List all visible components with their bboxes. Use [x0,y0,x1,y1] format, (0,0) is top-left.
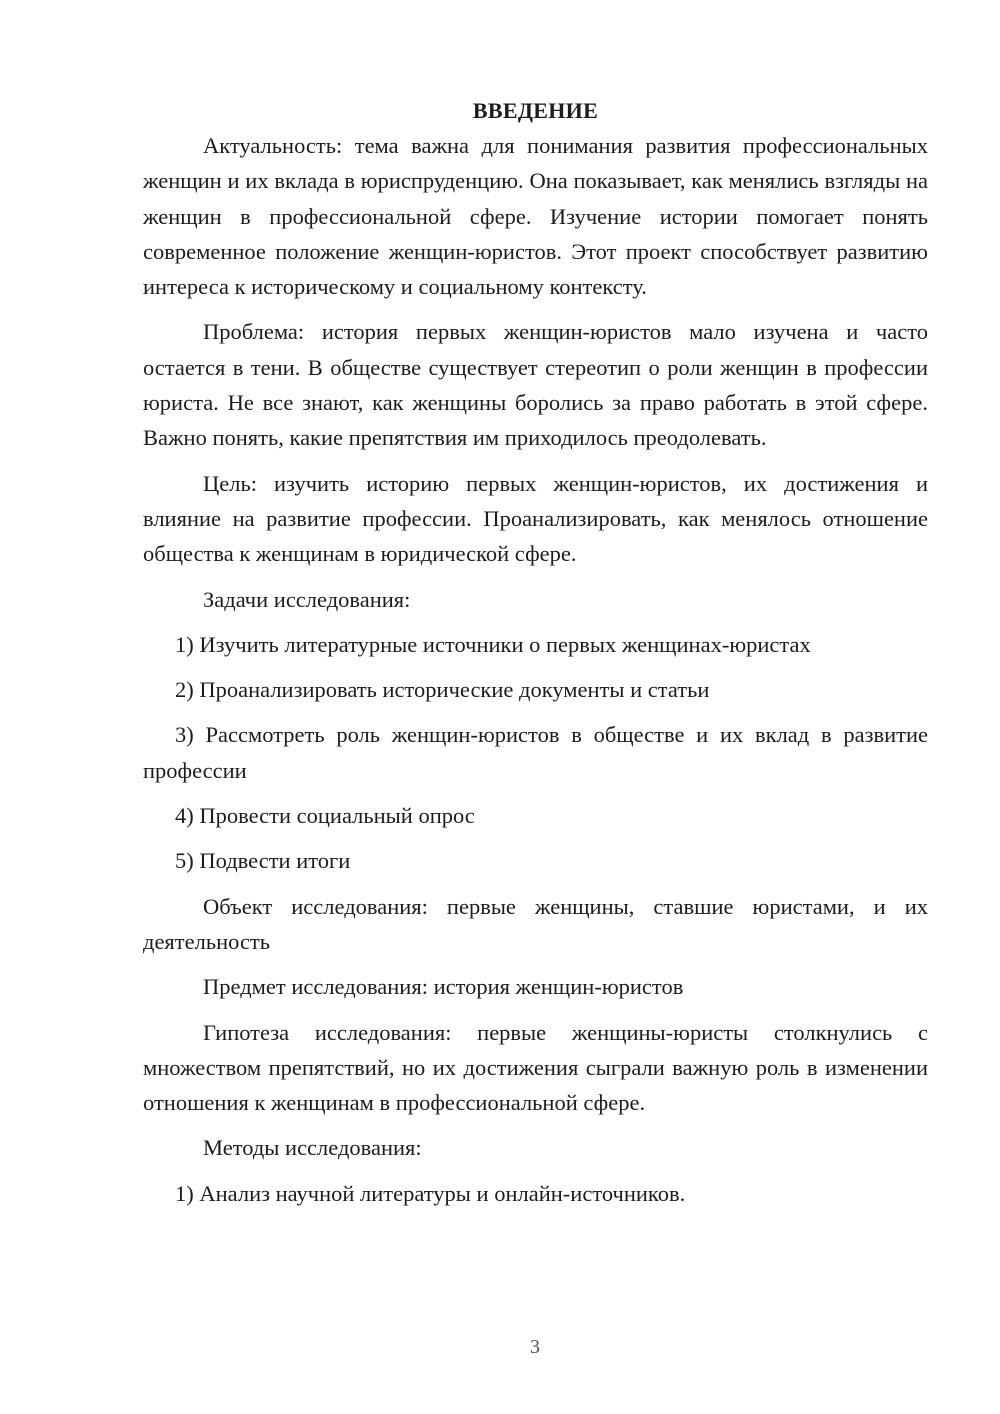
methods-heading: Методы исследования: [203,1135,422,1161]
list-item: 5) Подвести итоги [175,848,351,874]
object-paragraph: Объект исследования: первые женщины, ставшие юристами, и их деятельность [143,893,928,954]
document-page [143,94,928,1211]
list-item: 4) Провести социальный опрос [175,803,475,829]
tasks-list [143,627,928,879]
relevance-paragraph: Актуальность: тема важна для понимания развития профессиональных женщин и их вклада в юриспруденцию. Она показывает, как менялись взгляды на женщин в профессиональной сфере. Изучение истории помогает понять современное положение женщин-юристов. Этот проект способствует развитию интереса к историческому и социальному контексту. [143,133,928,300]
list-item: 1) Изучить литературные источники о первых женщинах-юристах [175,631,811,657]
list-item: 3) Рассмотреть роль женщин-юристов в обществе и их вклад в развитие профессии [143,722,928,783]
problem-paragraph: Проблема: история первых женщин-юристов мало изучена и часто остается в тени. В обществе существует стереотип о роли женщин в профессии юриста. Не все знают, как женщины боролись за право работать в этой сфере. Важно понять, какие препятствия им приходилось преодолевать. [143,319,928,451]
goal-paragraph: Цель: изучить историю первых женщин-юристов, их достижения и влияние на развитие профессии. Проанализировать, как менялось отношение общества к женщинам в юридической сфере. [143,470,928,567]
tasks-heading: Задачи исследования: [203,586,411,612]
page-number: 3 [530,1336,540,1358]
subject-paragraph: Предмет исследования: история женщин-юристов [203,974,684,1000]
methods-list [143,1176,928,1211]
list-item: 2) Проанализировать исторические документы и статьи [175,677,710,703]
section-title: ВВЕДЕНИЕ [472,98,599,123]
hypothesis-paragraph: Гипотеза исследования: первые женщины-юристы столкнулись с множеством препятствий, но их достижения сыграли важную роль в изменении отношения к женщинам в профессиональной сфере. [143,1019,928,1116]
list-item: 1) Анализ научной литературы и онлайн-источников. [175,1180,686,1206]
